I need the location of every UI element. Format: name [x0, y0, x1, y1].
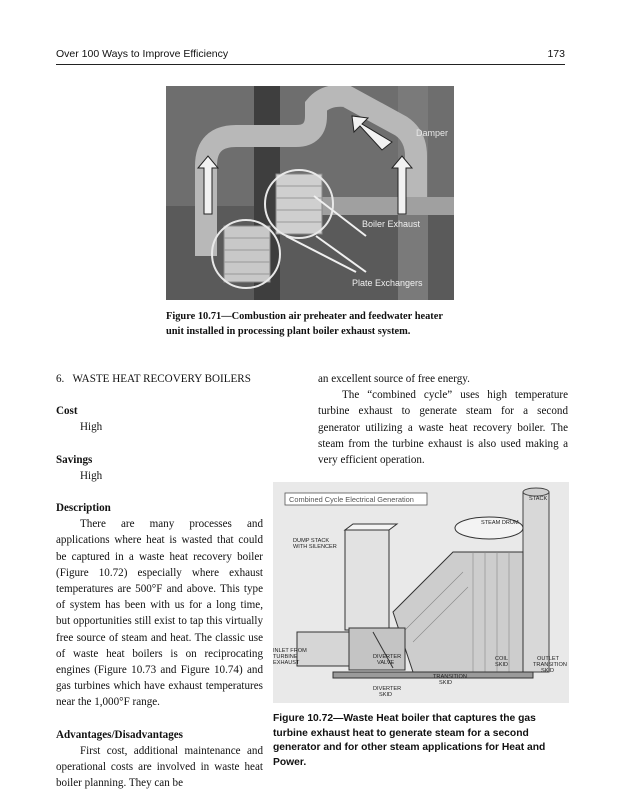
label-dump-stack-1: DUMP STACK — [293, 538, 330, 544]
stack-cylinder — [523, 492, 549, 672]
combined-cycle-paragraph: The “combined cycle” uses high temperature turbine exhaust to generate steam for a second generator utilizing a waste heat recovery boiler. The steam from the turbine exhaust is also used making a very efficient operation. — [318, 389, 568, 467]
left-column — [56, 371, 263, 791]
label-coil-1: COIL — [495, 656, 509, 662]
figure-10-72-diagram — [273, 482, 569, 703]
header-rule — [56, 64, 565, 65]
advantages-text: First cost, additional maintenance and operational costs are involved in waste heat boiler planning. They can be — [56, 744, 263, 790]
right-column — [318, 371, 568, 468]
label-stack: STACK — [529, 496, 548, 502]
right-first-line: an excellent source of free energy. — [318, 373, 470, 385]
savings-value: High — [80, 469, 103, 482]
savings-label: Savings — [56, 453, 93, 466]
label-inlet-1: INLET FROM — [273, 648, 307, 654]
section-heading: 6. WASTE HEAT RECOVERY BOILERS — [56, 373, 251, 385]
label-outlet-1: OUTLET — [537, 656, 560, 662]
cost-label: Cost — [56, 405, 78, 418]
caption-line-2: unit installed in processing plant boiler exhaust system. — [166, 325, 411, 337]
label-diverter-valve-1: DIVERTER — [373, 654, 402, 660]
label-damper: Damper — [416, 128, 449, 138]
label-plate-exchangers: Plate Exchangers — [352, 278, 423, 288]
figure-10-72-caption: Figure 10.72—Waste Heat boiler that captures the gas turbine exhaust heat to generate steam for a second generator and for other steam applications for Heat and Power. — [273, 713, 546, 768]
label-dump-stack-2: WITH SILENCER — [293, 544, 337, 550]
caption-line-1: Figure 10.71—Combustion air preheater and feedwater heater — [166, 311, 443, 322]
banner-text: Combined Cycle Electrical Generation — [289, 495, 414, 504]
label-diverter-skid-2: SKID — [379, 692, 393, 698]
dump-stack — [345, 530, 389, 630]
plate-exchanger-upper — [276, 174, 322, 234]
label-diverter-skid-1: DIVERTER — [373, 686, 402, 692]
header-title: Over 100 Ways to Improve Efficiency — [56, 48, 229, 60]
figure-10-71-photo — [166, 86, 454, 300]
cost-value: High — [80, 421, 103, 434]
label-outlet-3: SKID — [541, 668, 555, 674]
advantages-label: Advantages/Disadvantages — [56, 728, 183, 741]
label-transition-2: SKID — [439, 680, 453, 686]
figure-10-71-caption — [166, 310, 466, 339]
running-header — [56, 46, 565, 64]
page-number: 173 — [547, 48, 565, 60]
label-steam-drum: STEAM DRUM — [481, 520, 519, 526]
description-label: Description — [56, 502, 111, 515]
label-coil-2: SKID — [495, 662, 509, 668]
label-transition-1: TRANSITION — [433, 674, 467, 680]
label-boiler-exhaust: Boiler Exhaust — [362, 219, 421, 229]
label-inlet-2: TURBINE — [273, 654, 298, 660]
label-outlet-2: TRANSITION — [533, 662, 567, 668]
label-diverter-valve-2: VALVE — [377, 660, 395, 666]
description-text: There are many processes and applications where heat is wasted that could be captured in a waste heat recovery boiler (Figure 10.72) especially where exhaust temperatures are 500°F and above. This type of system has been with us for a long time, but opportunities still exist to tap this virtually free source of steam and heat. The classic use of waste heat boilers is on reciprocating engines (Figure 10.73 and Figure 10.74) and gas turbines which have exhaust temperatures near the 1,000°F range. — [56, 518, 263, 709]
label-inlet-3: EXHAUST — [273, 660, 300, 666]
